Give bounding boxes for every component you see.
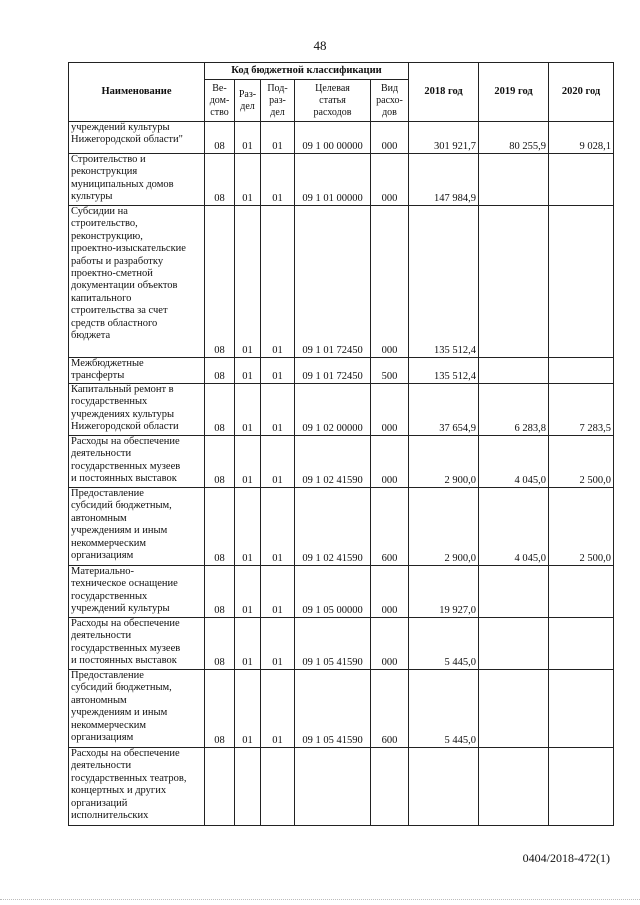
row-target-article: 09 1 00 00000 (295, 122, 371, 154)
row-expense-type: 500 (371, 358, 409, 384)
row-podrazdel: 01 (261, 154, 295, 206)
row-expense-type: 000 (371, 436, 409, 488)
row-value-2020: 2 500,0 (549, 436, 614, 488)
row-value-2019 (479, 206, 549, 358)
table-row (69, 358, 614, 384)
row-value-2020: 9 028,1 (549, 122, 614, 154)
row-target-article: 09 1 05 00000 (295, 566, 371, 618)
row-razdel: 01 (235, 566, 261, 618)
row-value-2020 (549, 358, 614, 384)
row-target-article: 09 1 05 41590 (295, 670, 371, 748)
row-razdel: 01 (235, 122, 261, 154)
row-vedomstvo: 08 (205, 358, 235, 384)
row-name: Предоставление субсидий бюджетным, автономным учреждениям и иным некоммерческим организациям (69, 488, 205, 566)
row-value-2019: 4 045,0 (479, 488, 549, 566)
row-razdel: 01 (235, 488, 261, 566)
row-value-2018: 147 984,9 (409, 154, 479, 206)
table-row (69, 384, 614, 436)
table-row (69, 154, 614, 206)
row-value-2019 (479, 358, 549, 384)
row-value-2020 (549, 670, 614, 748)
row-expense-type (371, 748, 409, 826)
row-podrazdel: 01 (261, 670, 295, 748)
row-name: Межбюджетные трансферты (69, 358, 205, 384)
row-value-2019: 4 045,0 (479, 436, 549, 488)
row-expense-type: 600 (371, 670, 409, 748)
row-vedomstvo: 08 (205, 206, 235, 358)
header-2020: 2020 год (549, 63, 614, 122)
row-name: учреждений культуры Нижегородской области" (69, 122, 205, 154)
row-target-article: 09 1 05 41590 (295, 618, 371, 670)
row-name: Строительство и реконструкция муниципальных домов культуры (69, 154, 205, 206)
row-value-2019: 6 283,8 (479, 384, 549, 436)
row-value-2020 (549, 206, 614, 358)
row-podrazdel (261, 748, 295, 826)
row-vedomstvo: 08 (205, 566, 235, 618)
page-edge (0, 899, 640, 900)
table-row (69, 670, 614, 748)
row-target-article: 09 1 01 00000 (295, 154, 371, 206)
row-name: Материально- техническое оснащение государственных учреждений культуры (69, 566, 205, 618)
row-razdel: 01 (235, 154, 261, 206)
row-target-article: 09 1 02 41590 (295, 436, 371, 488)
row-vedomstvo: 08 (205, 122, 235, 154)
row-expense-type: 000 (371, 206, 409, 358)
row-vedomstvo: 08 (205, 154, 235, 206)
table-row (69, 566, 614, 618)
header-target-article: Целевая статья расходов (295, 80, 371, 122)
header-vedomstvo: Ве- дом- ство (205, 80, 235, 122)
row-vedomstvo: 08 (205, 618, 235, 670)
row-expense-type: 000 (371, 122, 409, 154)
row-expense-type: 000 (371, 154, 409, 206)
row-vedomstvo (205, 748, 235, 826)
row-podrazdel: 01 (261, 566, 295, 618)
row-razdel (235, 748, 261, 826)
row-target-article: 09 1 01 72450 (295, 358, 371, 384)
table-row (69, 748, 614, 826)
row-value-2018: 37 654,9 (409, 384, 479, 436)
row-vedomstvo: 08 (205, 670, 235, 748)
row-razdel: 01 (235, 206, 261, 358)
row-name: Расходы на обеспечение деятельности государственных музеев и постоянных выставок (69, 618, 205, 670)
row-value-2019 (479, 670, 549, 748)
row-podrazdel: 01 (261, 488, 295, 566)
header-razdel: Раз- дел (235, 80, 261, 122)
row-target-article: 09 1 02 00000 (295, 384, 371, 436)
header-2019: 2019 год (479, 63, 549, 122)
row-target-article: 09 1 02 41590 (295, 488, 371, 566)
table-row (69, 206, 614, 358)
row-value-2020 (549, 566, 614, 618)
row-podrazdel: 01 (261, 206, 295, 358)
row-name: Расходы на обеспечение деятельности государственных театров, концертных и других организаций исполнительских (69, 748, 205, 826)
header-budget-code: Код бюджетной классификации (205, 63, 409, 80)
row-podrazdel: 01 (261, 618, 295, 670)
row-value-2019 (479, 154, 549, 206)
row-podrazdel: 01 (261, 436, 295, 488)
row-value-2018 (409, 748, 479, 826)
row-value-2018: 5 445,0 (409, 670, 479, 748)
row-vedomstvo: 08 (205, 384, 235, 436)
row-razdel: 01 (235, 384, 261, 436)
row-expense-type: 000 (371, 384, 409, 436)
row-name: Предоставление субсидий бюджетным, автономным учреждениям и иным некоммерческим организациям (69, 670, 205, 748)
table-row (69, 618, 614, 670)
header-name: Наименование (69, 63, 205, 122)
row-value-2018: 135 512,4 (409, 206, 479, 358)
row-value-2020: 7 283,5 (549, 384, 614, 436)
page-number: 48 (313, 38, 327, 53)
row-value-2020 (549, 748, 614, 826)
row-vedomstvo: 08 (205, 488, 235, 566)
row-value-2018: 5 445,0 (409, 618, 479, 670)
row-value-2018: 135 512,4 (409, 358, 479, 384)
row-value-2020: 2 500,0 (549, 488, 614, 566)
row-podrazdel: 01 (261, 384, 295, 436)
header-podrazdel: Под- раз- дел (261, 80, 295, 122)
row-value-2019 (479, 748, 549, 826)
row-value-2018: 19 927,0 (409, 566, 479, 618)
budget-table (68, 62, 614, 826)
row-podrazdel: 01 (261, 358, 295, 384)
row-podrazdel: 01 (261, 122, 295, 154)
row-value-2020 (549, 154, 614, 206)
row-name: Капитальный ремонт в государственных учреждениях культуры Нижегородской области (69, 384, 205, 436)
row-razdel: 01 (235, 436, 261, 488)
row-name: Расходы на обеспечение деятельности государственных музеев и постоянных выставок (69, 436, 205, 488)
row-value-2019 (479, 618, 549, 670)
table-row (69, 122, 614, 154)
row-expense-type: 000 (371, 618, 409, 670)
header-expense-type: Вид расхо- дов (371, 80, 409, 122)
row-target-article (295, 748, 371, 826)
document-number: 0404/2018-472(1) (522, 851, 610, 865)
row-value-2020 (549, 618, 614, 670)
row-value-2018: 2 900,0 (409, 488, 479, 566)
table-row (69, 436, 614, 488)
row-razdel: 01 (235, 358, 261, 384)
row-value-2019 (479, 566, 549, 618)
header-2018: 2018 год (409, 63, 479, 122)
row-value-2018: 2 900,0 (409, 436, 479, 488)
row-razdel: 01 (235, 670, 261, 748)
row-vedomstvo: 08 (205, 436, 235, 488)
table-row (69, 488, 614, 566)
row-expense-type: 600 (371, 488, 409, 566)
row-value-2018: 301 921,7 (409, 122, 479, 154)
row-razdel: 01 (235, 618, 261, 670)
row-expense-type: 000 (371, 566, 409, 618)
row-name: Субсидии на строительство, реконструкцию, проектно-изыскательские работы и разработку проектно-сметной документации объектов капитального строительства за счет средств областного бюджета (69, 206, 205, 358)
row-target-article: 09 1 01 72450 (295, 206, 371, 358)
row-value-2019: 80 255,9 (479, 122, 549, 154)
